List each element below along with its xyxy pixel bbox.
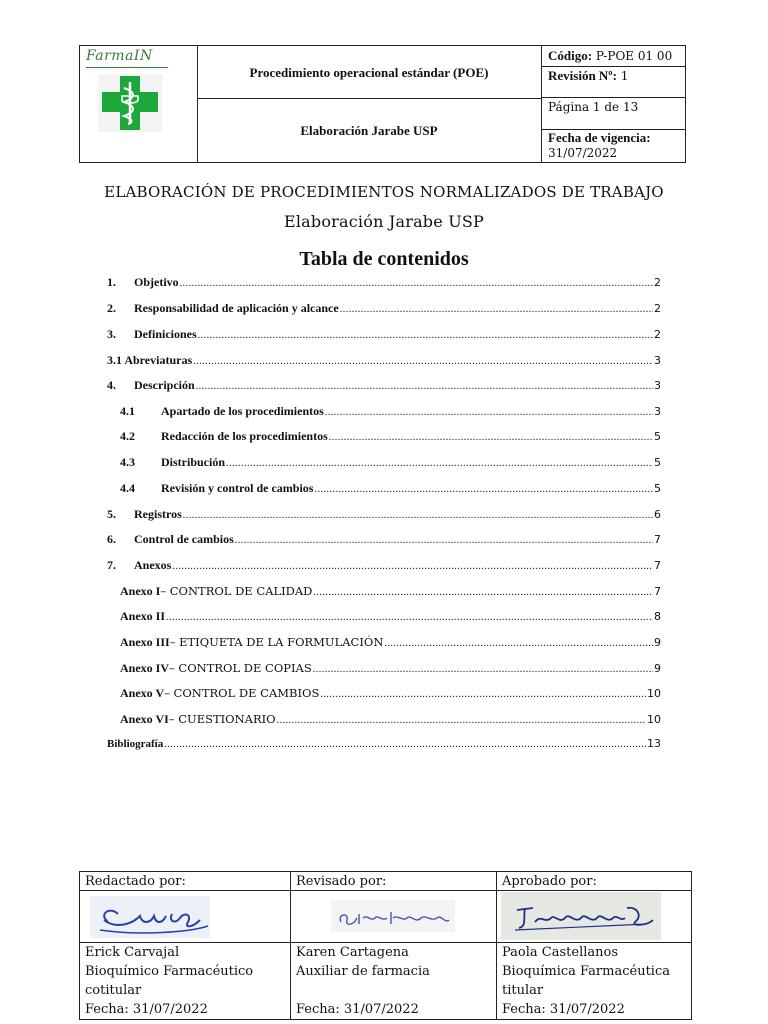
main-title: ELABORACIÓN DE PROCEDIMIENTOS NORMALIZADOS DE TRABAJO <box>104 183 664 201</box>
toc-leader <box>384 638 653 649</box>
subtitle: Elaboración Jarabe USP <box>283 212 485 231</box>
toc-entry[interactable] <box>120 661 661 681</box>
toc-entry[interactable] <box>120 712 661 732</box>
brand-underline <box>86 67 168 68</box>
revision-cell <box>542 67 685 98</box>
toc-page: 2 <box>654 328 661 341</box>
toc-entry[interactable] <box>120 584 661 604</box>
toc-label: 3.1 Abreviaturas <box>107 353 193 367</box>
toc-label: Anexos <box>134 558 172 572</box>
toc-entry[interactable] <box>107 507 661 527</box>
toc-leader <box>183 510 653 521</box>
toc-leader <box>277 715 646 726</box>
toc-entry[interactable] <box>107 327 661 347</box>
toc-page: 10 <box>647 713 661 726</box>
toc-number: 4.1 <box>120 404 135 418</box>
toc-page: 3 <box>654 354 661 367</box>
toc-number: 2. <box>107 301 116 315</box>
signer-name: Karen Cartagena <box>296 945 409 960</box>
signature-date: Fecha: 31/07/2022 <box>85 1002 208 1017</box>
toc-entry[interactable] <box>120 635 661 655</box>
toc-leader <box>198 330 653 341</box>
signature-image <box>291 892 496 943</box>
toc-number: 1. <box>107 275 116 289</box>
toc-number: 4.4 <box>120 481 135 495</box>
toc-leader <box>180 278 653 289</box>
toc-entry[interactable] <box>120 686 661 706</box>
logo-cell <box>80 46 198 162</box>
signer-name: Erick Carvajal <box>85 945 180 960</box>
toc-label: Anexo VI <box>120 712 169 726</box>
toc-leader <box>314 484 653 495</box>
signature-column-approver <box>497 872 691 1019</box>
toc-label-detail: – CUESTIONARIO <box>168 712 276 726</box>
toc-page: 8 <box>654 610 661 623</box>
signature-column-reviewer <box>291 872 497 1019</box>
toc-page: 7 <box>654 533 661 546</box>
toc-leader <box>313 664 653 675</box>
signature-header: Aprobado por: <box>497 872 691 891</box>
toc-leader <box>193 356 653 367</box>
toc-page: 13 <box>647 737 661 750</box>
toc-number: 4.3 <box>120 455 135 469</box>
signature-info <box>497 943 691 1019</box>
toc-label: Distribución <box>161 455 226 469</box>
code-value: P-POE 01 00 <box>595 49 673 63</box>
toc-entry[interactable] <box>120 404 661 424</box>
toc-label: Descripción <box>134 378 195 392</box>
toc-leader <box>313 587 653 598</box>
validity-value: 31/07/2022 <box>548 146 618 160</box>
signature-date: Fecha: 31/07/2022 <box>296 1002 419 1017</box>
toc-entry[interactable] <box>120 481 661 501</box>
page-cell <box>542 98 685 130</box>
toc-label-detail: – CONTROL DE CAMBIOS <box>164 686 320 700</box>
toc-page: 2 <box>654 276 661 289</box>
toc-label: Anexo III <box>120 635 170 649</box>
validity-cell <box>542 130 685 162</box>
toc-page: 3 <box>654 379 661 392</box>
code-label: Código: <box>548 48 593 63</box>
toc-leader <box>320 689 646 700</box>
toc-leader <box>226 458 653 469</box>
toc-leader <box>235 535 653 546</box>
toc-label: Revisión y control de cambios <box>161 481 314 495</box>
toc-leader <box>196 381 653 392</box>
pharmacy-cross-icon <box>98 74 162 132</box>
header-table <box>79 45 686 163</box>
toc-number: 7. <box>107 558 116 572</box>
toc-entry[interactable] <box>107 532 661 552</box>
toc-page: 7 <box>654 585 661 598</box>
toc-label: Anexo V <box>120 686 165 700</box>
toc-leader <box>164 739 646 750</box>
toc-page: 5 <box>654 430 661 443</box>
document-name: Elaboración Jarabe USP <box>300 123 438 138</box>
signature-info <box>80 943 290 1019</box>
toc-page: 6 <box>654 508 661 521</box>
signature-header: Redactado por: <box>80 872 290 891</box>
signature-table <box>79 871 692 1020</box>
toc-entry[interactable] <box>107 353 661 373</box>
signature-column-author <box>80 872 291 1019</box>
toc-title: Tabla de contenidos <box>299 248 469 270</box>
signer-role: Bioquímico Farmacéutico <box>85 964 254 979</box>
toc-leader <box>340 304 653 315</box>
toc-label: Control de cambios <box>134 532 234 546</box>
revision-label: Revisión Nº: <box>548 68 617 83</box>
toc-label: Anexo IV <box>120 661 170 675</box>
toc-leader <box>172 561 653 572</box>
toc-label: Anexo II <box>120 609 166 623</box>
toc-label-detail: – CONTROL DE CALIDAD <box>160 584 313 598</box>
toc-number: 5. <box>107 507 116 521</box>
page-text: Página 1 de 13 <box>548 100 639 114</box>
revision-value: 1 <box>620 69 629 83</box>
signer-role: Auxiliar de farmacia <box>296 964 430 979</box>
signer-role-detail: titular <box>502 983 544 998</box>
toc-leader <box>325 407 653 418</box>
toc-entry[interactable] <box>120 455 661 475</box>
toc-label: Anexo I <box>120 584 161 598</box>
toc-number: 4.2 <box>120 429 135 443</box>
brand-logo-text: FarmaIN <box>86 48 153 64</box>
toc-number: 6. <box>107 532 116 546</box>
toc-label: Objetivo <box>134 275 179 289</box>
toc-page: 9 <box>654 662 661 675</box>
toc-entry[interactable] <box>107 275 661 295</box>
toc-number: 3. <box>107 327 116 341</box>
toc-leader <box>329 432 653 443</box>
signature-info <box>291 943 496 1019</box>
toc-leader <box>166 612 653 623</box>
toc-entry[interactable] <box>107 558 661 578</box>
toc-label: Definiciones <box>134 327 197 341</box>
header-title-column <box>197 46 542 162</box>
toc-page: 10 <box>647 687 661 700</box>
toc-page: 9 <box>654 636 661 649</box>
toc-entry[interactable] <box>107 378 661 398</box>
toc-label: Apartado de los procedimientos <box>161 404 324 418</box>
signer-role-detail: cotitular <box>85 983 142 998</box>
signer-name: Paola Castellanos <box>502 945 619 960</box>
toc-entry[interactable] <box>120 609 661 629</box>
toc-page: 2 <box>654 302 661 315</box>
toc-page: 3 <box>654 405 661 418</box>
toc-number: 4. <box>107 378 116 392</box>
procedure-title: Procedimiento operacional estándar (POE) <box>197 46 541 99</box>
validity-label: Fecha de vigencia: <box>548 130 651 145</box>
signer-role-detail <box>296 981 496 1000</box>
toc-label: Responsabilidad de aplicación y alcance <box>134 301 339 315</box>
signer-role: Bioquímica Farmacéutica <box>502 964 670 979</box>
toc-page: 5 <box>654 456 661 469</box>
toc-page: 5 <box>654 482 661 495</box>
toc-entry[interactable] <box>107 301 661 321</box>
toc-label: Bibliografía <box>107 738 164 750</box>
toc-label: Redacción de los procedimientos <box>161 429 328 443</box>
toc-entry[interactable] <box>120 429 661 449</box>
code-cell <box>542 46 685 67</box>
header-meta-column <box>542 46 685 162</box>
toc-entry[interactable] <box>107 737 661 757</box>
signature-header: Revisado por: <box>291 872 496 891</box>
toc-label-detail: – ETIQUETA DE LA FORMULACIÓN <box>169 635 384 649</box>
signature-image <box>80 892 290 943</box>
toc-page: 7 <box>654 559 661 572</box>
toc-label-detail: – CONTROL DE COPIAS <box>169 661 312 675</box>
toc-label: Registros <box>134 507 182 521</box>
signature-image <box>497 892 691 943</box>
signature-date: Fecha: 31/07/2022 <box>502 1002 625 1017</box>
